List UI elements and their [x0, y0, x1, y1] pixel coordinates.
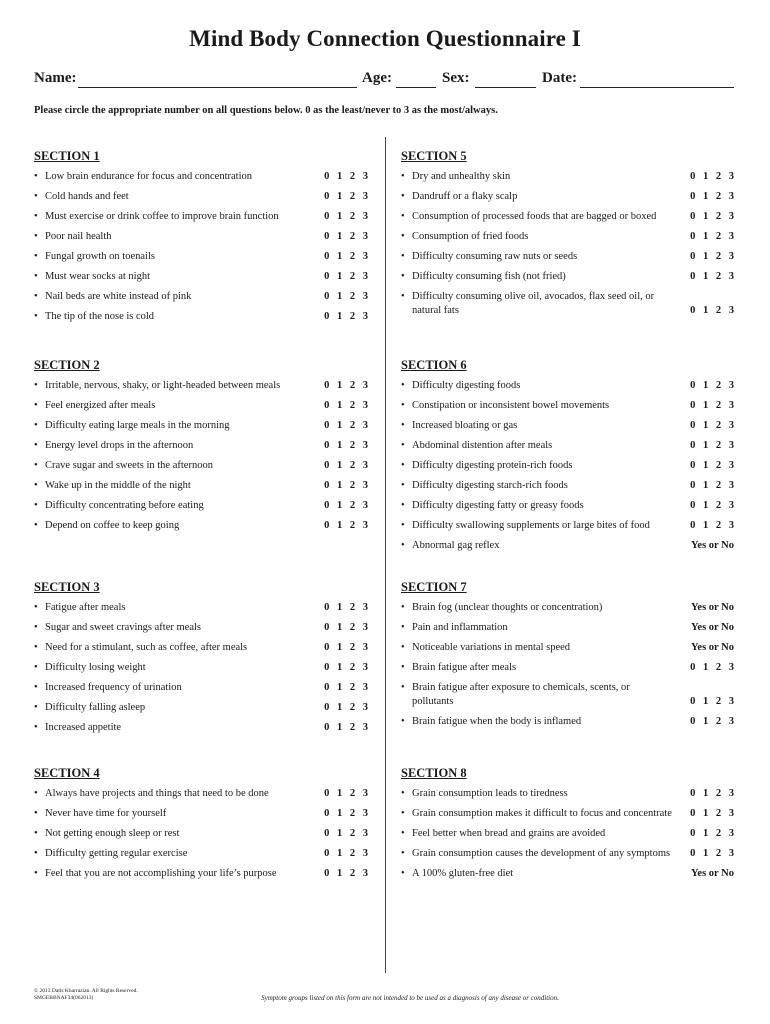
rating-scale[interactable]: 0 1 2 3 [690, 171, 734, 182]
bullet: • [34, 500, 38, 511]
rating-scale[interactable]: 0 1 2 3 [690, 848, 734, 859]
bullet: • [34, 251, 38, 262]
question-row [401, 250, 734, 264]
section-title: SECTION 2 [34, 358, 100, 372]
sex-label: Sex: [442, 70, 470, 86]
question-text: Brain fatigue after exposure to chemicals, scents, or pollutants [412, 682, 630, 707]
question-text: Difficulty falling asleep [45, 702, 146, 713]
question-text: Not getting enough sleep or rest [45, 828, 180, 839]
column-divider [385, 137, 386, 973]
question-row [34, 867, 368, 881]
rating-scale[interactable]: 0 1 2 3 [690, 251, 734, 262]
bullet: • [401, 622, 405, 633]
question-row [401, 439, 734, 453]
bullet: • [401, 602, 405, 613]
section-title: SECTION 7 [401, 580, 467, 594]
bullet: • [401, 500, 405, 511]
rating-scale[interactable]: 0 1 2 3 [324, 622, 368, 633]
question-text: Poor nail health [45, 231, 112, 242]
bullet: • [34, 828, 38, 839]
question-text: Grain consumption makes it difficult to focus and concentrate [412, 808, 672, 819]
bullet: • [401, 520, 405, 531]
question-row [34, 847, 368, 861]
rating-scale[interactable]: 0 1 2 3 [324, 788, 368, 799]
bullet: • [401, 251, 405, 262]
question-text: A 100% gluten-free diet [412, 868, 514, 879]
rating-scale[interactable]: 0 1 2 3 [324, 380, 368, 391]
question-row [401, 601, 734, 615]
rating-scale[interactable]: 0 1 2 3 [324, 722, 368, 733]
question-text: Irritable, nervous, shaky, or light-headed between meals [45, 380, 281, 391]
question-row [34, 787, 368, 801]
question-text: Increased frequency of urination [45, 682, 182, 693]
bullet: • [401, 211, 405, 222]
question-row [34, 621, 368, 635]
rating-scale[interactable]: 0 1 2 3 [690, 662, 734, 673]
rating-scale[interactable]: 0 1 2 3 [324, 868, 368, 879]
age-label: Age: [362, 70, 392, 86]
bullet: • [401, 400, 405, 411]
disclaimer-note: Symptom groups listed on this form are not intended to be used as a diagnosis of any disease or condition. [261, 994, 559, 1002]
rating-scale[interactable]: 0 1 2 3 [324, 480, 368, 491]
question-text: Feel better when bread and grains are avoided [412, 828, 606, 839]
rating-scale[interactable]: 0 1 2 3 [324, 828, 368, 839]
question-text: Energy level drops in the afternoon [45, 440, 194, 451]
bullet: • [34, 311, 38, 322]
question-row [401, 170, 734, 184]
question-text: Increased appetite [45, 722, 122, 733]
question-text: Always have projects and things that need to be done [45, 788, 269, 799]
rating-scale[interactable]: Yes or No [691, 540, 734, 551]
rating-scale[interactable]: Yes or No [691, 622, 734, 633]
rating-scale[interactable]: Yes or No [691, 642, 734, 653]
question-text: Dry and unhealthy skin [412, 171, 511, 182]
patient-info-line [34, 70, 734, 90]
question-text: Abnormal gag reflex [412, 540, 500, 551]
bullet: • [34, 808, 38, 819]
bullet: • [401, 231, 405, 242]
rating-scale[interactable]: 0 1 2 3 [324, 211, 368, 222]
question-text: Difficulty losing weight [45, 662, 146, 673]
question-row [34, 807, 368, 821]
bullet: • [34, 642, 38, 653]
question-row [34, 290, 368, 304]
section-title: SECTION 6 [401, 358, 467, 372]
rating-scale[interactable]: 0 1 2 3 [324, 251, 368, 262]
section-title: SECTION 3 [34, 580, 100, 594]
question-text: Increased bloating or gas [412, 420, 518, 431]
question-row [401, 539, 734, 553]
bullet: • [401, 540, 405, 551]
bullet: • [401, 808, 405, 819]
question-text: Never have time for yourself [45, 808, 167, 819]
question-text: Sugar and sweet cravings after meals [45, 622, 201, 633]
bullet: • [401, 642, 405, 653]
question-row [401, 715, 734, 729]
bullet: • [401, 682, 405, 693]
rating-scale[interactable]: 0 1 2 3 [690, 440, 734, 451]
copyright [34, 988, 174, 1002]
question-text: Must exercise or drink coffee to improve brain function [45, 211, 279, 222]
question-text: Grain consumption causes the development of any symptoms [412, 848, 671, 859]
question-row [401, 379, 734, 393]
bullet: • [401, 828, 405, 839]
name-field[interactable] [78, 87, 357, 88]
question-row [34, 701, 368, 715]
section-2 [34, 358, 368, 539]
rating-scale[interactable]: 0 1 2 3 [690, 380, 734, 391]
question-text: Brain fog (unclear thoughts or concentration) [412, 602, 603, 613]
age-field[interactable] [396, 87, 436, 88]
question-row [34, 827, 368, 841]
rating-scale[interactable]: 0 1 2 3 [690, 211, 734, 222]
bullet: • [34, 520, 38, 531]
question-text: Dandruff or a flaky scalp [412, 191, 518, 202]
question-text: Fungal growth on toenails [45, 251, 155, 262]
question-row [34, 379, 368, 393]
question-row [401, 519, 734, 533]
rating-scale[interactable]: 0 1 2 3 [324, 662, 368, 673]
rating-scale[interactable]: 0 1 2 3 [324, 171, 368, 182]
bullet: • [401, 420, 405, 431]
rating-scale[interactable]: 0 1 2 3 [324, 808, 368, 819]
bullet: • [401, 662, 405, 673]
rating-scale[interactable]: 0 1 2 3 [690, 271, 734, 282]
question-row [34, 499, 368, 513]
rating-scale[interactable]: 0 1 2 3 [324, 642, 368, 653]
rating-scale[interactable]: Yes or No [691, 602, 734, 613]
rating-scale[interactable]: 0 1 2 3 [324, 682, 368, 693]
rating-scale[interactable]: 0 1 2 3 [324, 400, 368, 411]
question-row [401, 210, 734, 224]
rating-scale[interactable]: 0 1 2 3 [324, 702, 368, 713]
bullet: • [401, 848, 405, 859]
bullet: • [34, 480, 38, 491]
rating-scale[interactable]: 0 1 2 3 [324, 271, 368, 282]
question-text: Constipation or inconsistent bowel movements [412, 400, 610, 411]
rating-scale[interactable]: 0 1 2 3 [324, 848, 368, 859]
rating-scale[interactable]: 0 1 2 3 [690, 191, 734, 202]
question-row [34, 170, 368, 184]
question-row [401, 190, 734, 204]
question-row [34, 270, 368, 284]
bullet: • [34, 662, 38, 673]
question-text: Crave sugar and sweets in the afternoon [45, 460, 213, 471]
question-row [34, 250, 368, 264]
rating-scale[interactable]: 0 1 2 3 [690, 500, 734, 511]
question-row [401, 621, 734, 635]
question-text: Difficulty consuming fish (not fried) [412, 271, 566, 282]
question-row [34, 190, 368, 204]
section-7 [401, 580, 734, 735]
question-row [34, 399, 368, 413]
date-field[interactable] [580, 87, 734, 88]
question-row [401, 641, 734, 655]
bullet: • [34, 440, 38, 451]
bullet: • [34, 702, 38, 713]
question-row [34, 459, 368, 473]
question-text: Difficulty getting regular exercise [45, 848, 188, 859]
rating-scale[interactable]: 0 1 2 3 [324, 311, 368, 322]
question-row [401, 661, 734, 675]
question-row [34, 519, 368, 533]
rating-scale[interactable]: 0 1 2 3 [324, 440, 368, 451]
rating-scale[interactable]: 0 1 2 3 [690, 716, 734, 727]
bullet: • [34, 400, 38, 411]
section-title: SECTION 1 [34, 149, 100, 163]
section-title: SECTION 5 [401, 149, 467, 163]
question-text: Difficulty consuming raw nuts or seeds [412, 251, 578, 262]
bullet: • [401, 716, 405, 727]
bullet: • [34, 271, 38, 282]
copyright-line-1: © 2013 Datis Kharrazian. All Rights Reserved. [34, 988, 138, 994]
rating-scale[interactable]: 0 1 2 3 [324, 291, 368, 302]
question-text: Feel that you are not accomplishing your life’s purpose [45, 868, 277, 879]
rating-scale[interactable]: 0 1 2 3 [690, 808, 734, 819]
bullet: • [401, 480, 405, 491]
bullet: • [401, 868, 405, 879]
bullet: • [34, 868, 38, 879]
question-row [34, 681, 368, 695]
bullet: • [34, 171, 38, 182]
question-row [401, 499, 734, 513]
bullet: • [34, 380, 38, 391]
date-label: Date: [542, 70, 577, 86]
bullet: • [401, 788, 405, 799]
name-label: Name: [34, 70, 77, 86]
question-row [34, 641, 368, 655]
rating-scale[interactable]: 0 1 2 3 [690, 420, 734, 431]
rating-scale[interactable]: 0 1 2 3 [324, 420, 368, 431]
bullet: • [401, 440, 405, 451]
page-title: Mind Body Connection Questionnaire I [189, 26, 581, 51]
section-title: SECTION 4 [34, 766, 100, 780]
question-text: Consumption of fried foods [412, 231, 529, 242]
sex-field[interactable] [475, 87, 536, 88]
question-row [34, 601, 368, 615]
rating-scale[interactable]: 0 1 2 3 [324, 191, 368, 202]
question-text: Cold hands and feet [45, 191, 129, 202]
rating-scale[interactable]: 0 1 2 3 [690, 520, 734, 531]
question-row [34, 210, 368, 224]
bullet: • [34, 682, 38, 693]
question-text: Depend on coffee to keep going [45, 520, 180, 531]
question-text: Difficulty eating large meals in the morning [45, 420, 230, 431]
rating-scale[interactable]: 0 1 2 3 [324, 520, 368, 531]
question-row [401, 827, 734, 841]
question-row [34, 721, 368, 735]
rating-scale[interactable]: 0 1 2 3 [324, 231, 368, 242]
question-text: Grain consumption leads to tiredness [412, 788, 568, 799]
copyright-line-2: SMGEBBNAF34(062013) [34, 995, 94, 1001]
question-row [34, 661, 368, 675]
question-text: Consumption of processed foods that are bagged or boxed [412, 211, 657, 222]
rating-scale[interactable]: 0 1 2 3 [690, 788, 734, 799]
bullet: • [34, 460, 38, 471]
section-title: SECTION 8 [401, 766, 467, 780]
question-row [34, 479, 368, 493]
question-row [401, 867, 734, 881]
bullet: • [34, 848, 38, 859]
question-text: Low brain endurance for focus and concentration [45, 171, 252, 182]
question-text: Brain fatigue after meals [412, 662, 517, 673]
bullet: • [401, 460, 405, 471]
question-row [401, 681, 734, 709]
bullet: • [34, 602, 38, 613]
bullet: • [401, 380, 405, 391]
bullet: • [34, 788, 38, 799]
question-text: Noticeable variations in mental speed [412, 642, 571, 653]
bullet: • [34, 291, 38, 302]
question-text: Difficulty digesting foods [412, 380, 521, 391]
question-row [401, 399, 734, 413]
question-text: Abdominal distention after meals [412, 440, 553, 451]
question-text: Difficulty digesting protein-rich foods [412, 460, 573, 471]
question-text: Difficulty swallowing supplements or large bites of food [412, 520, 650, 531]
question-text: Must wear socks at night [45, 271, 150, 282]
rating-scale[interactable]: 0 1 2 3 [690, 828, 734, 839]
question-row [34, 439, 368, 453]
question-row [401, 847, 734, 861]
rating-scale[interactable]: 0 1 2 3 [690, 305, 734, 316]
question-text: Difficulty consuming olive oil, avocados, flax seed oil, or natural fats [412, 291, 655, 316]
bullet: • [401, 291, 405, 302]
section-6 [401, 358, 734, 559]
question-text: The tip of the nose is cold [45, 311, 155, 322]
rating-scale[interactable]: 0 1 2 3 [690, 400, 734, 411]
bullet: • [34, 622, 38, 633]
question-text: Difficulty digesting starch-rich foods [412, 480, 568, 491]
question-row [401, 290, 734, 318]
section-1 [34, 149, 368, 330]
rating-scale[interactable]: 0 1 2 3 [690, 231, 734, 242]
section-8 [401, 766, 734, 887]
question-text: Need for a stimulant, such as coffee, after meals [45, 642, 248, 653]
question-row [401, 479, 734, 493]
rating-scale[interactable]: Yes or No [691, 868, 734, 879]
bullet: • [401, 191, 405, 202]
bullet: • [34, 211, 38, 222]
question-row [401, 230, 734, 244]
section-4 [34, 766, 368, 887]
question-row [34, 419, 368, 433]
bullet: • [401, 271, 405, 282]
rating-scale[interactable]: 0 1 2 3 [690, 460, 734, 471]
question-text: Feel energized after meals [45, 400, 156, 411]
question-row [401, 419, 734, 433]
question-row [34, 230, 368, 244]
question-row [401, 807, 734, 821]
question-text: Pain and inflammation [412, 622, 508, 633]
question-text: Nail beds are white instead of pink [45, 291, 192, 302]
question-row [401, 459, 734, 473]
bullet: • [401, 171, 405, 182]
section-5 [401, 149, 734, 324]
question-text: Difficulty digesting fatty or greasy foods [412, 500, 584, 511]
question-row [401, 787, 734, 801]
question-text: Difficulty concentrating before eating [45, 500, 204, 511]
bullet: • [34, 231, 38, 242]
rating-scale[interactable]: 0 1 2 3 [324, 460, 368, 471]
rating-scale[interactable]: 0 1 2 3 [690, 696, 734, 707]
question-text: Brain fatigue when the body is inflamed [412, 716, 582, 727]
question-text: Fatigue after meals [45, 602, 126, 613]
bullet: • [34, 722, 38, 733]
rating-scale[interactable]: 0 1 2 3 [324, 500, 368, 511]
rating-scale[interactable]: 0 1 2 3 [690, 480, 734, 491]
bullet: • [34, 191, 38, 202]
rating-scale[interactable]: 0 1 2 3 [324, 602, 368, 613]
question-text: Wake up in the middle of the night [45, 480, 191, 491]
section-3 [34, 580, 368, 741]
question-row [34, 310, 368, 324]
instructions: Please circle the appropriate number on all questions below. 0 as the least/never to 3 as the most/always. [34, 105, 498, 116]
question-row [401, 270, 734, 284]
bullet: • [34, 420, 38, 431]
